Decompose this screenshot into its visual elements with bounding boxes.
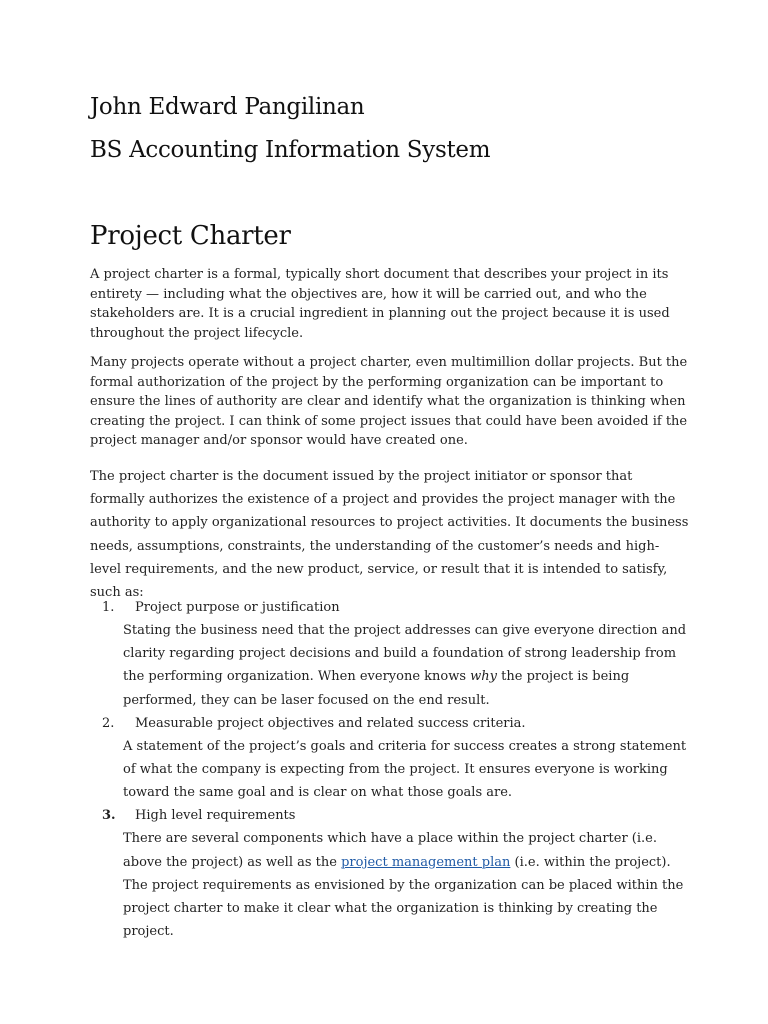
paragraph-usage: Many projects operate without a project charter, even multimillion dollar projects. But the formal authorization of the project by the performing organization can be important to ensure the lines of authority are clear and identify what the organization is thinking when creating the project. I can think of some project issues that could have been avoided if the project manager and/or sponsor would have created one. [90, 355, 688, 448]
paragraph-purpose: The project charter is the document issued by the project initiator or sponsor that formally authorizes the existence of a project and provides the project manager with the authority to apply organizational resources to project activities. It documents the business needs, assumptions, constraints, the understanding of the customer’s needs and high-level requirements, and the new product, service, or result that it is intended to satisfy, such as: [90, 469, 689, 601]
list-number: 2. [102, 715, 115, 731]
author-degree: BS Accounting Information System [90, 137, 491, 163]
project-management-plan-link[interactable]: project management plan [341, 854, 511, 870]
list-description: There are several components which have a place within the project charter (i.e. above the project) as well as the project management plan (i.e. within the project). The project requirements as envisioned by the organization can be placed within the project charter to make it clear what the organization is thinking by creating the project. [123, 831, 684, 940]
list-number: 3. [102, 808, 116, 824]
list-number: 1. [102, 600, 115, 615]
list-description: A statement of the project’s goals and criteria for success creates a strong statement of what the company is expecting from the project. It ensures everyone is working toward the same goal and is clear on what those goals are. [123, 738, 687, 801]
list-item [90, 804, 690, 943]
list-item [90, 712, 690, 805]
list-heading: Measurable project objectives and related success criteria. [135, 715, 526, 731]
list-description: Stating the business need that the project addresses can give everyone direction and clarity regarding project decisions and build a foundation of strong leadership from the performing organization. When everyone knows why the project is being performed, they can be laser focused on the end result. [123, 623, 687, 708]
author-name: John Edward Pangilinan [90, 94, 365, 120]
list-item [90, 596, 690, 712]
document-title: Project Charter [90, 221, 291, 251]
emphasis-why: why [470, 669, 498, 685]
list-heading: Project purpose or justification [135, 600, 340, 615]
list-heading: High level requirements [135, 808, 296, 824]
paragraph-definition: A project charter is a formal, typically short document that describes your project in its entirety — including what the objectives are, how it will be carried out, and who the stakeholders are. It is a crucial ingredient in planning out the project because it is used throughout the project lifecycle. [90, 267, 670, 341]
requirements-list [90, 596, 690, 943]
